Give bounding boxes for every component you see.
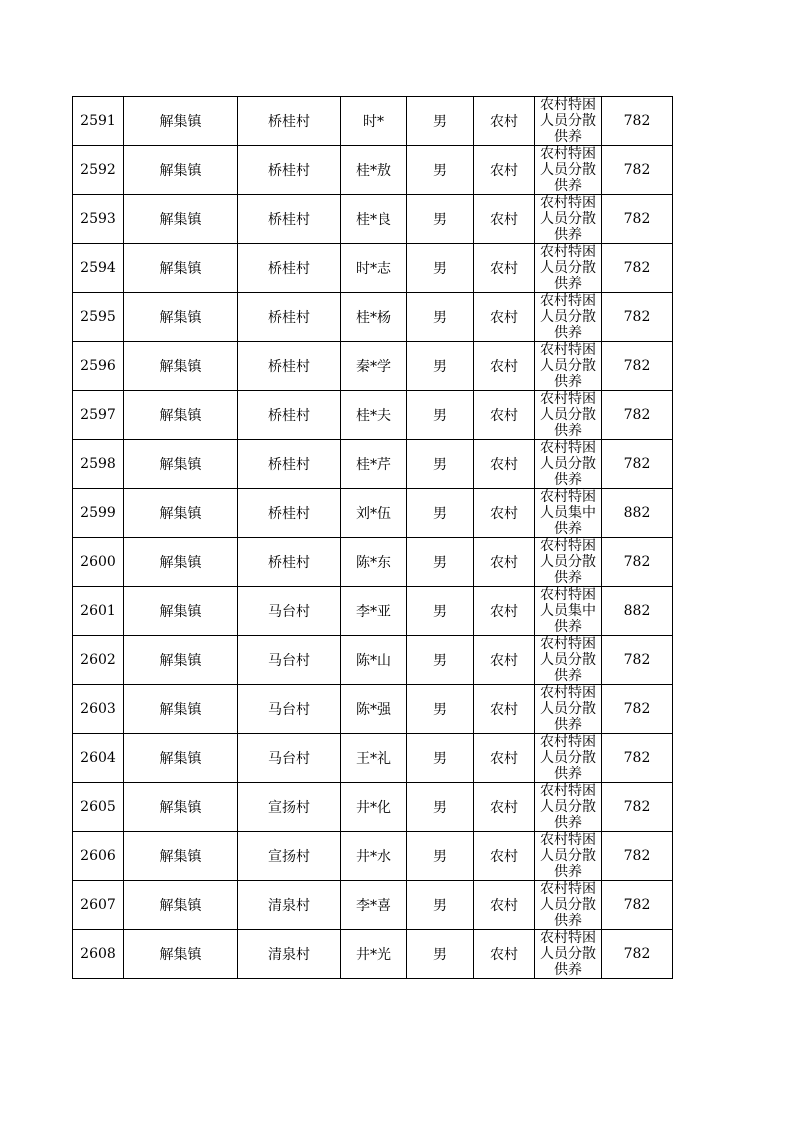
area-cell: 农村	[474, 881, 535, 930]
village-cell: 桥桂村	[238, 195, 341, 244]
category-cell	[535, 538, 602, 587]
table-row	[73, 783, 673, 832]
town-cell: 解集镇	[124, 734, 238, 783]
category-cell	[535, 97, 602, 146]
village-cell: 桥桂村	[238, 538, 341, 587]
table-row	[73, 146, 673, 195]
category-text: 农村特困人员分散供养	[540, 832, 596, 880]
area-cell: 农村	[474, 146, 535, 195]
amount-cell: 782	[602, 930, 673, 979]
village-cell: 桥桂村	[238, 97, 341, 146]
row-number-cell: 2608	[73, 930, 124, 979]
row-number-cell: 2597	[73, 391, 124, 440]
category-cell	[535, 342, 602, 391]
amount-cell: 782	[602, 195, 673, 244]
town-cell: 解集镇	[124, 342, 238, 391]
town-cell: 解集镇	[124, 293, 238, 342]
village-cell: 桥桂村	[238, 146, 341, 195]
area-cell: 农村	[474, 244, 535, 293]
row-number-cell: 2598	[73, 440, 124, 489]
table-row	[73, 832, 673, 881]
town-cell: 解集镇	[124, 783, 238, 832]
gender-cell: 男	[407, 685, 474, 734]
gender-cell: 男	[407, 244, 474, 293]
name-cell: 秦*学	[341, 342, 407, 391]
category-cell	[535, 146, 602, 195]
category-text: 农村特困人员分散供养	[540, 930, 596, 978]
category-text: 农村特困人员集中供养	[540, 587, 596, 635]
category-text: 农村特困人员分散供养	[540, 195, 596, 243]
row-number-cell: 2601	[73, 587, 124, 636]
category-cell	[535, 832, 602, 881]
town-cell: 解集镇	[124, 636, 238, 685]
category-text: 农村特困人员分散供养	[540, 342, 596, 390]
row-number-cell: 2592	[73, 146, 124, 195]
area-cell: 农村	[474, 832, 535, 881]
area-cell: 农村	[474, 538, 535, 587]
amount-cell: 882	[602, 587, 673, 636]
row-number-cell: 2607	[73, 881, 124, 930]
area-cell: 农村	[474, 293, 535, 342]
area-cell: 农村	[474, 587, 535, 636]
category-text: 农村特困人员分散供养	[540, 244, 596, 292]
gender-cell: 男	[407, 440, 474, 489]
village-cell: 桥桂村	[238, 244, 341, 293]
name-cell: 李*亚	[341, 587, 407, 636]
amount-cell: 782	[602, 636, 673, 685]
village-cell: 清泉村	[238, 881, 341, 930]
table-row	[73, 930, 673, 979]
name-cell: 桂*夫	[341, 391, 407, 440]
name-cell: 陈*强	[341, 685, 407, 734]
area-cell: 农村	[474, 97, 535, 146]
table-row	[73, 440, 673, 489]
category-cell	[535, 293, 602, 342]
amount-cell: 782	[602, 440, 673, 489]
row-number-cell: 2594	[73, 244, 124, 293]
town-cell: 解集镇	[124, 97, 238, 146]
row-number-cell: 2604	[73, 734, 124, 783]
gender-cell: 男	[407, 930, 474, 979]
category-cell	[535, 930, 602, 979]
village-cell: 桥桂村	[238, 391, 341, 440]
name-cell: 井*光	[341, 930, 407, 979]
amount-cell: 782	[602, 293, 673, 342]
category-cell	[535, 783, 602, 832]
town-cell: 解集镇	[124, 489, 238, 538]
gender-cell: 男	[407, 636, 474, 685]
gender-cell: 男	[407, 587, 474, 636]
amount-cell: 782	[602, 146, 673, 195]
village-cell: 马台村	[238, 636, 341, 685]
table-row	[73, 97, 673, 146]
name-cell: 桂*良	[341, 195, 407, 244]
village-cell: 马台村	[238, 587, 341, 636]
name-cell: 桂*杨	[341, 293, 407, 342]
name-cell: 李*喜	[341, 881, 407, 930]
table-row	[73, 195, 673, 244]
village-cell: 宣扬村	[238, 783, 341, 832]
town-cell: 解集镇	[124, 440, 238, 489]
category-text: 农村特困人员分散供养	[540, 636, 596, 684]
gender-cell: 男	[407, 342, 474, 391]
row-number-cell: 2591	[73, 97, 124, 146]
amount-cell: 782	[602, 342, 673, 391]
village-cell: 桥桂村	[238, 440, 341, 489]
name-cell: 井*化	[341, 783, 407, 832]
table-row	[73, 244, 673, 293]
row-number-cell: 2593	[73, 195, 124, 244]
amount-cell: 782	[602, 244, 673, 293]
name-cell: 桂*敖	[341, 146, 407, 195]
gender-cell: 男	[407, 97, 474, 146]
category-cell	[535, 244, 602, 293]
area-cell: 农村	[474, 783, 535, 832]
table-row	[73, 587, 673, 636]
town-cell: 解集镇	[124, 881, 238, 930]
gender-cell: 男	[407, 489, 474, 538]
table-row	[73, 685, 673, 734]
row-number-cell: 2595	[73, 293, 124, 342]
amount-cell: 882	[602, 489, 673, 538]
category-text: 农村特困人员分散供养	[540, 391, 596, 439]
area-cell: 农村	[474, 195, 535, 244]
gender-cell: 男	[407, 783, 474, 832]
village-cell: 桥桂村	[238, 293, 341, 342]
category-text: 农村特困人员分散供养	[540, 685, 596, 733]
name-cell: 王*礼	[341, 734, 407, 783]
amount-cell: 782	[602, 734, 673, 783]
gender-cell: 男	[407, 293, 474, 342]
table-row	[73, 881, 673, 930]
table-row	[73, 342, 673, 391]
town-cell: 解集镇	[124, 832, 238, 881]
name-cell: 时*	[341, 97, 407, 146]
town-cell: 解集镇	[124, 538, 238, 587]
category-text: 农村特困人员集中供养	[540, 489, 596, 537]
gender-cell: 男	[407, 734, 474, 783]
category-cell	[535, 195, 602, 244]
village-cell: 清泉村	[238, 930, 341, 979]
category-cell	[535, 489, 602, 538]
category-cell	[535, 391, 602, 440]
area-cell: 农村	[474, 685, 535, 734]
gender-cell: 男	[407, 832, 474, 881]
table-row	[73, 538, 673, 587]
amount-cell: 782	[602, 391, 673, 440]
amount-cell: 782	[602, 538, 673, 587]
amount-cell: 782	[602, 881, 673, 930]
village-cell: 桥桂村	[238, 342, 341, 391]
area-cell: 农村	[474, 440, 535, 489]
table-row	[73, 489, 673, 538]
area-cell: 农村	[474, 930, 535, 979]
town-cell: 解集镇	[124, 685, 238, 734]
row-number-cell: 2602	[73, 636, 124, 685]
name-cell: 陈*山	[341, 636, 407, 685]
table-row	[73, 734, 673, 783]
category-text: 农村特困人员分散供养	[540, 881, 596, 929]
town-cell: 解集镇	[124, 146, 238, 195]
category-text: 农村特困人员分散供养	[540, 734, 596, 782]
gender-cell: 男	[407, 881, 474, 930]
village-cell: 马台村	[238, 734, 341, 783]
category-text: 农村特困人员分散供养	[540, 440, 596, 488]
town-cell: 解集镇	[124, 195, 238, 244]
name-cell: 井*水	[341, 832, 407, 881]
table-body	[73, 97, 673, 979]
amount-cell: 782	[602, 97, 673, 146]
village-cell: 马台村	[238, 685, 341, 734]
category-cell	[535, 734, 602, 783]
category-cell	[535, 881, 602, 930]
row-number-cell: 2603	[73, 685, 124, 734]
name-cell: 桂*芹	[341, 440, 407, 489]
category-cell	[535, 685, 602, 734]
row-number-cell: 2600	[73, 538, 124, 587]
gender-cell: 男	[407, 195, 474, 244]
category-cell	[535, 587, 602, 636]
beneficiary-table	[72, 96, 673, 979]
table-row	[73, 636, 673, 685]
category-text: 农村特困人员分散供养	[540, 146, 596, 194]
name-cell: 刘*伍	[341, 489, 407, 538]
row-number-cell: 2599	[73, 489, 124, 538]
name-cell: 时*志	[341, 244, 407, 293]
category-text: 农村特困人员分散供养	[540, 97, 596, 145]
amount-cell: 782	[602, 685, 673, 734]
category-cell	[535, 440, 602, 489]
row-number-cell: 2605	[73, 783, 124, 832]
row-number-cell: 2606	[73, 832, 124, 881]
amount-cell: 782	[602, 832, 673, 881]
gender-cell: 男	[407, 538, 474, 587]
amount-cell: 782	[602, 783, 673, 832]
area-cell: 农村	[474, 734, 535, 783]
category-text: 农村特困人员分散供养	[540, 783, 596, 831]
area-cell: 农村	[474, 489, 535, 538]
town-cell: 解集镇	[124, 391, 238, 440]
table-row	[73, 293, 673, 342]
row-number-cell: 2596	[73, 342, 124, 391]
village-cell: 宣扬村	[238, 832, 341, 881]
gender-cell: 男	[407, 391, 474, 440]
village-cell: 桥桂村	[238, 489, 341, 538]
gender-cell: 男	[407, 146, 474, 195]
table-row	[73, 391, 673, 440]
town-cell: 解集镇	[124, 587, 238, 636]
area-cell: 农村	[474, 342, 535, 391]
area-cell: 农村	[474, 391, 535, 440]
town-cell: 解集镇	[124, 244, 238, 293]
category-text: 农村特困人员分散供养	[540, 538, 596, 586]
name-cell: 陈*东	[341, 538, 407, 587]
town-cell: 解集镇	[124, 930, 238, 979]
category-text: 农村特困人员分散供养	[540, 293, 596, 341]
category-cell	[535, 636, 602, 685]
area-cell: 农村	[474, 636, 535, 685]
